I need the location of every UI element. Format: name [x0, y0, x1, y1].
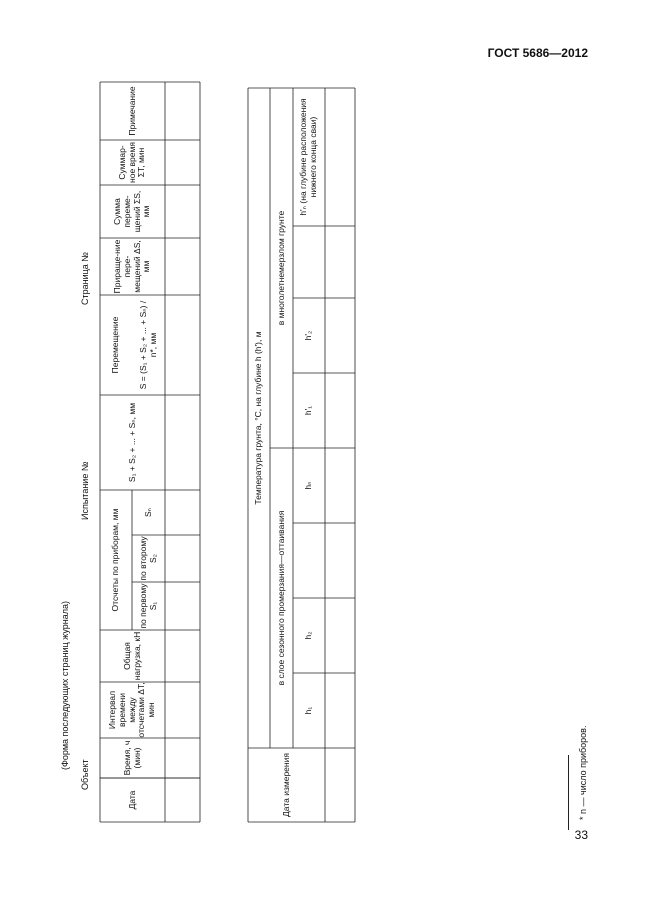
- t2-permafrost-header: в многолетнемерзлом грунте: [275, 210, 286, 326]
- page-number: 33: [574, 828, 588, 842]
- t2-temp-header: Температура грунта, °С, на глубине h (h'), м: [253, 331, 264, 505]
- col-interval: Интервал времени между отсчетами ΔT, мин: [107, 682, 157, 738]
- col-note: Примечание: [126, 86, 137, 136]
- footnote: * n — число приборов.: [578, 725, 588, 820]
- t2-seasonal-header: в слое сезонного промерзания—оттаивания: [275, 510, 286, 686]
- page-label: Страница №: [80, 252, 90, 305]
- col-nth: Sₙ: [142, 507, 153, 518]
- col-sum-expr: S₁ + S₂ + ... + Sₙ, мм: [126, 402, 137, 483]
- col-sum-disp: Сумма переме-щений ΣS, мм: [111, 190, 152, 233]
- col-date: Дата: [126, 790, 137, 810]
- col-load: Общая нагрузка, кН: [121, 631, 142, 681]
- col-time: Время, ч (мин): [121, 740, 142, 776]
- col-sum-time: Суммар-ное время ΣT, мин: [116, 142, 147, 183]
- col-increment: Прираще-ние пере-мещений ΔS, мм: [111, 239, 152, 294]
- t2-hn: hₙ: [303, 481, 314, 490]
- test-label: Испытание №: [80, 461, 90, 520]
- col-readings-group: Отсчеты по приборам, мм: [110, 508, 121, 612]
- col-displacement: Перемещение: [110, 316, 121, 374]
- footnote-rule: [568, 755, 569, 830]
- t2-h1: h₁: [303, 706, 314, 715]
- t2-h1p: h'₁: [303, 405, 314, 416]
- col-first: по первому S₁: [137, 583, 158, 629]
- standard-code: ГОСТ 5686—2012: [487, 46, 588, 60]
- t2-h2: h₂: [303, 631, 314, 640]
- form-caption: (Форма последующих страниц журнала): [60, 601, 70, 770]
- col-formula: S = (S₁ + S₂ + ... + Sₙ) / n*, мм: [137, 300, 158, 390]
- col-second: по второму S₂: [137, 536, 158, 581]
- object-label: Объект: [80, 759, 90, 790]
- t2-hnp: h'ₙ (на глубине расположения нижнего конца сваи): [298, 98, 318, 216]
- t2-h2p: h'₂: [303, 330, 314, 341]
- t2-col-date: Дата измерения: [280, 753, 291, 817]
